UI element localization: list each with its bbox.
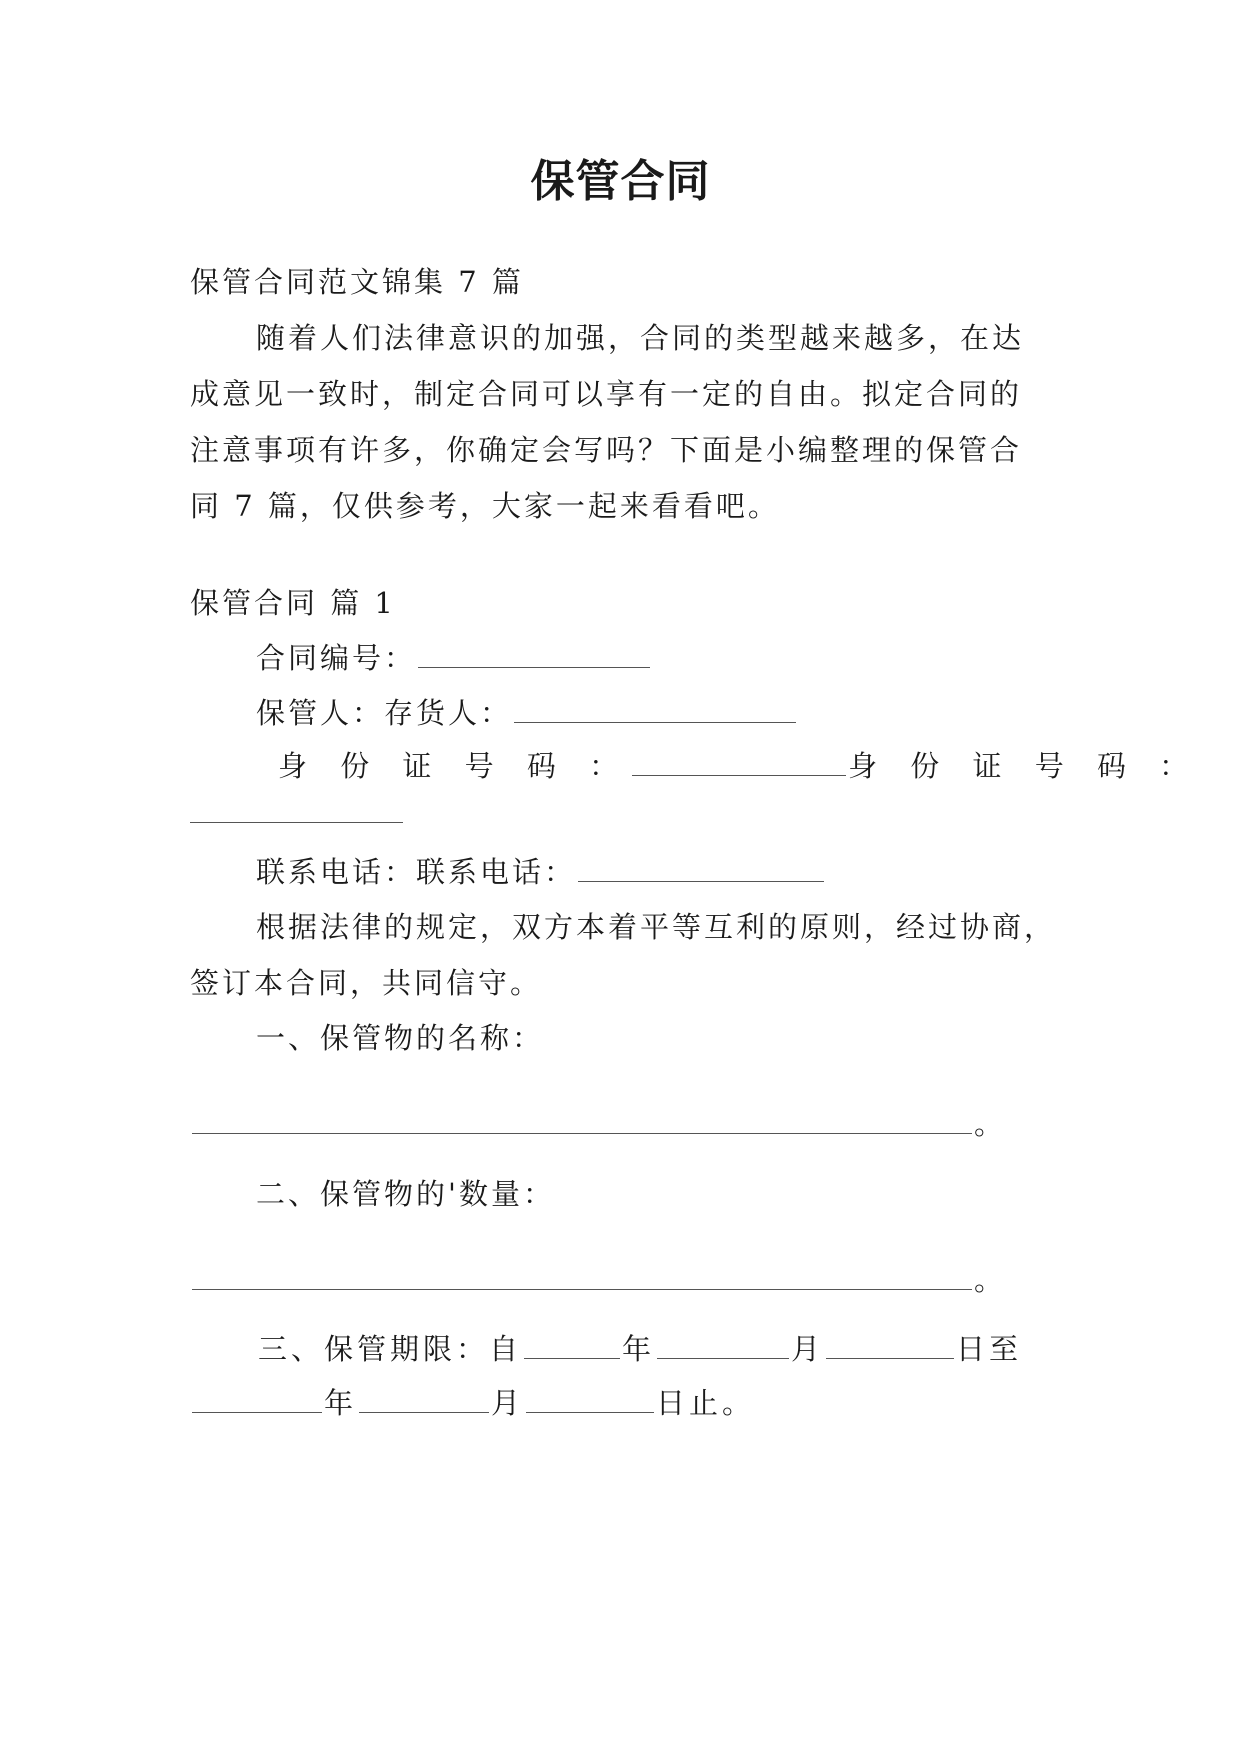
period-start-month-unit: 月: [791, 1332, 825, 1366]
intro-line-3: 注意事项有许多，你确定会写吗？下面是小编整理的保管合: [190, 433, 1023, 467]
id-number-label-2: 身 份 证 号 码 ：: [848, 749, 1201, 783]
id-number-blank-1[interactable]: [632, 747, 846, 776]
period-end-year-unit: 年: [324, 1386, 358, 1420]
item-2-stop: 。: [974, 1263, 1007, 1297]
period-row-2: [190, 1383, 755, 1423]
item-1-blank[interactable]: [192, 1105, 972, 1134]
phone-blank[interactable]: [578, 853, 824, 882]
period-end-day-unit: 日止。: [656, 1386, 756, 1420]
intro-line-1: 随着人们法律意识的加强，合同的类型越来越多，在达: [256, 321, 1025, 355]
contract-number-row: [256, 638, 652, 678]
contract-number-label: 合同编号：: [256, 641, 417, 675]
period-start-year-blank[interactable]: [524, 1330, 620, 1359]
period-end-day-blank[interactable]: [526, 1384, 654, 1413]
preamble-line-1: 根据法律的规定，双方本着平等互利的原则，经过协商，: [256, 910, 1057, 944]
id-number-blank-2[interactable]: [190, 822, 403, 824]
contract-number-blank[interactable]: [418, 639, 650, 668]
id-number-row: [278, 746, 1200, 786]
document-title: 保管合同: [530, 156, 711, 207]
intro-heading: 保管合同范文锦集 7 篇: [190, 265, 524, 299]
period-end-year-blank[interactable]: [192, 1384, 322, 1413]
item-1-label: 一、保管物的名称：: [256, 1021, 545, 1055]
period-end-month-blank[interactable]: [359, 1384, 489, 1413]
period-row-1: [258, 1329, 1022, 1369]
parties-blank[interactable]: [514, 694, 796, 723]
section-heading: 保管合同 篇 1: [190, 586, 396, 620]
period-start-year-unit: 年: [622, 1332, 656, 1366]
period-start-day-blank[interactable]: [826, 1330, 954, 1359]
item-1-stop: 。: [974, 1107, 1007, 1141]
intro-line-2: 成意见一致时，制定合同可以享有一定的自由。拟定合同的: [190, 377, 1023, 411]
period-end-month-unit: 月: [491, 1386, 525, 1420]
period-start-month-blank[interactable]: [657, 1330, 789, 1359]
intro-line-4: 同 7 篇，仅供参考，大家一起来看看吧。: [190, 489, 780, 523]
phone-label: 联系电话：联系电话：: [256, 855, 577, 889]
phone-row: [256, 852, 826, 892]
parties-label: 保管人：存货人：: [256, 696, 513, 730]
period-from-label: 三、保管期限：自: [258, 1332, 523, 1366]
item-2-label: 二、保管物的'数量：: [256, 1177, 555, 1211]
item-1-blank-row: [190, 1104, 1006, 1144]
id-number-label-1: 身 份 证 号 码 ：: [278, 749, 631, 783]
preamble-line-2: 签订本合同，共同信守。: [190, 966, 543, 1000]
parties-row: [256, 693, 798, 733]
item-2-blank-row: [190, 1260, 1006, 1300]
item-2-blank[interactable]: [192, 1261, 972, 1290]
period-start-day-unit: 日至: [956, 1332, 1023, 1366]
